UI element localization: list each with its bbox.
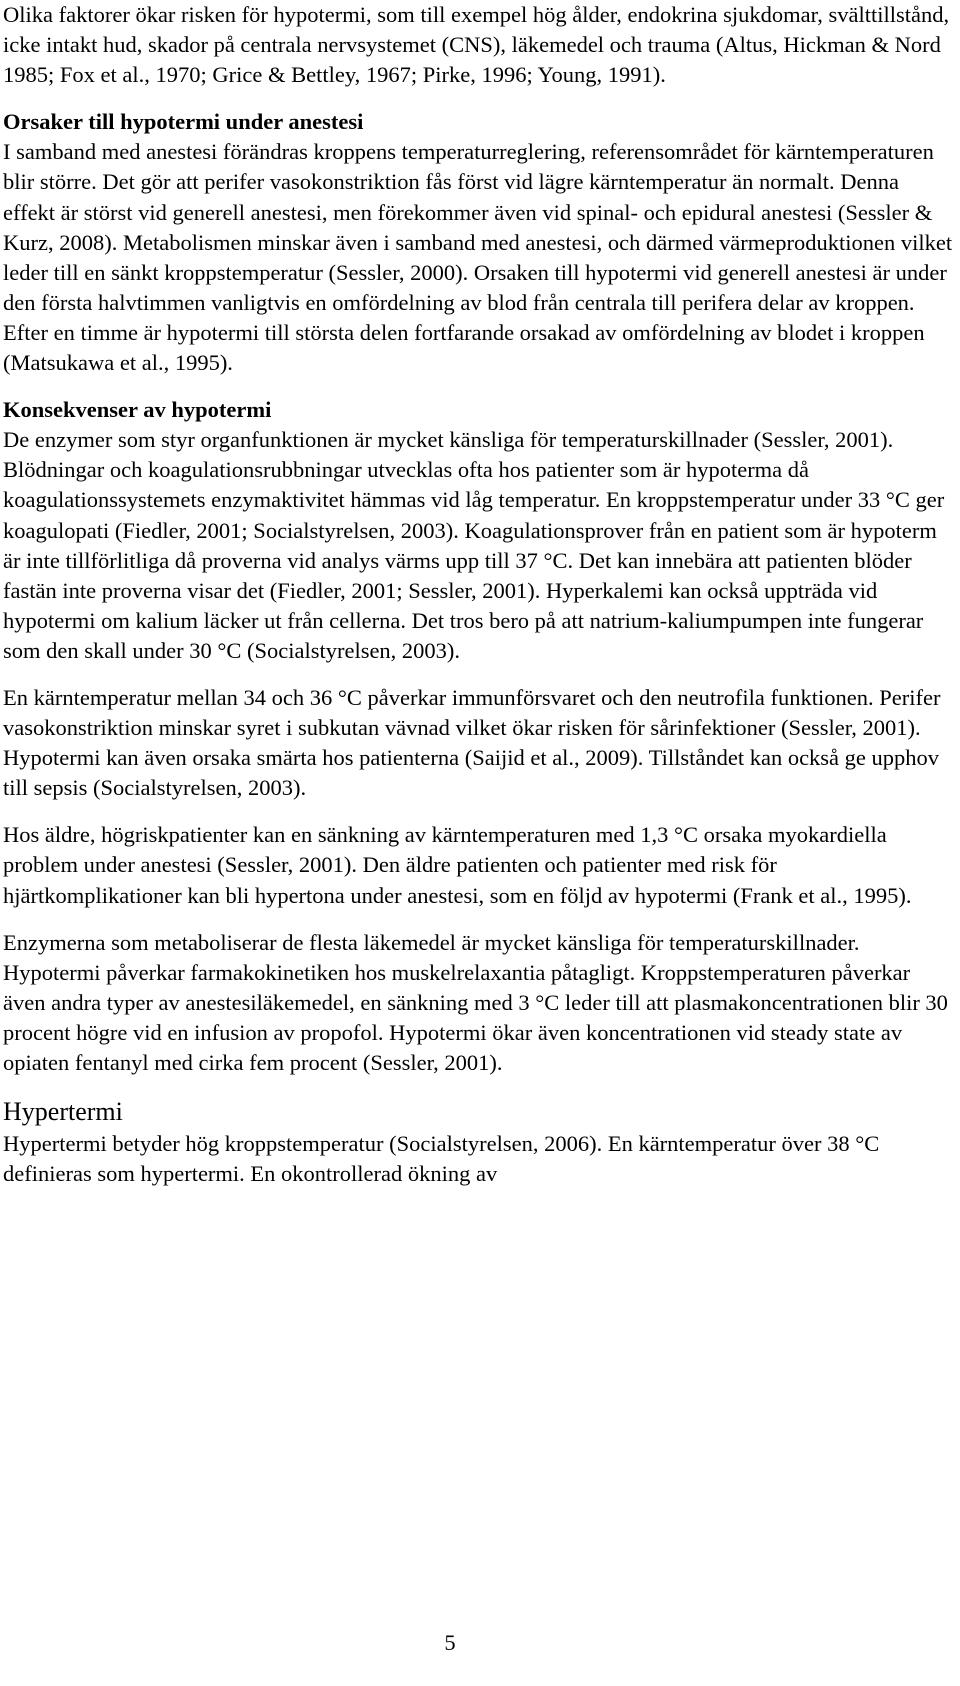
page-content [3, 0, 955, 1189]
page-number: 5 [444, 1630, 456, 1655]
hyperthermia-paragraph: Hypertermi betyder hög kroppstemperatur (Socialstyrelsen, 2006). En kärntemperatur över 38 °C definieras som hypertermi. En okontrollerad ökning av [3, 1131, 880, 1187]
intro-paragraph: Olika faktorer ökar risken för hypotermi, som till exempel hög ålder, endokrina sjukdomar, svälttillstånd, icke intakt hud, skador på centrala nervsystemet (CNS), läkemedel och trauma (Altus, Hickman & Nord 1985; Fox et al., 1970; Grice & Bettley, 1967; Pirke, 1996; Young, 1991). [3, 2, 950, 88]
consequences-paragraph-2: En kärntemperatur mellan 34 och 36 °C påverkar immunförsvaret och den neutrofila funktionen. Perifer vasokonstriktion minskar syret i subkutan vävnad vilket ökar risken för sårinfektioner (Sessler, 2001). Hypotermi kan även orsaka smärta hos patienterna (Saijid et al., 2009). Tillståndet kan också ge upphov till sepsis (Socialstyrelsen, 2003). [3, 684, 941, 801]
section-heading-consequences: Konsekvenser av hypotermi [3, 397, 272, 423]
causes-paragraph: I samband med anestesi förändras kroppens temperaturreglering, referensområdet för kärntemperaturen blir större. Det gör att perifer vasokonstriktion fås först vid lägre kärntemperatur än normalt. Denna effekt är störst vid generell anestesi, men förekommer även vid spinal- och epidural anestesi (Sessler & Kurz, 2008). Metabolismen minskar även i samband med anestesi, och därmed värmeproduktionen vilket leder till en sänkt kroppstemperatur (Sessler, 2000). Orsaken till hypotermi vid generell anestesi är under den första halvtimmen vanligtvis en omfördelning av blod från centrala till perifera delar av kroppen. Efter en timme är hypotermi till största delen fortfarande orsakad av omfördelning av blodet i kroppen (Matsukawa et al., 1995). [3, 139, 953, 376]
consequences-paragraph-4: Enzymerna som metaboliserar de flesta läkemedel är mycket känsliga för temperaturskillnader. Hypotermi påverkar farmakokinetiken hos muskelrelaxantia påtagligt. Kroppstemperaturen påverkar även andra typer av anestesiläkemedel, en sänkning med 3 °C leder till att plasmakoncentrationen blir 30 procent högre vid en infusion av propofol. Hypotermi ökar även koncentrationen vid steady state av opiaten fentanyl med cirka fem procent (Sessler, 2001). [3, 929, 948, 1075]
consequences-paragraph-3: Hos äldre, högriskpatienter kan en sänkning av kärntemperaturen med 1,3 °C orsaka myokardiella problem under anestesi (Sessler, 2001). Den äldre patienten och patienter med risk för hjärtkomplikationer kan bli hypertona under anestesi, som en följd av hypotermi (Frank et al., 1995). [3, 822, 912, 908]
section-heading-hyperthermia: Hypertermi [3, 1097, 123, 1127]
consequences-paragraph-1: De enzymer som styr organfunktionen är mycket känsliga för temperaturskillnader (Sessler, 2001). Blödningar och koagulationsrubbningar utvecklas ofta hos patienter som är hypoterma då koagulationssystemets enzymaktivitet hämmas vid låg temperatur. En kroppstemperatur under 33 °C ger koagulopati (Fiedler, 2001; Socialstyrelsen, 2003). Koagulationsprover från en patient som är hypoterm är inte tillförlitliga då proverna vid analys värms upp till 37 °C. Det kan innebära att patienten blöder fastän inte proverna visar det (Fiedler, 2001; Sessler, 2001). Hyperkalemi kan också uppträda vid hypotermi om kalium läcker ut från cellerna. Det tros bero på att natrium-kaliumpumpen inte fungerar som den skall under 30 °C (Socialstyrelsen, 2003). [3, 427, 945, 663]
section-heading-causes: Orsaker till hypotermi under anestesi [3, 109, 364, 135]
